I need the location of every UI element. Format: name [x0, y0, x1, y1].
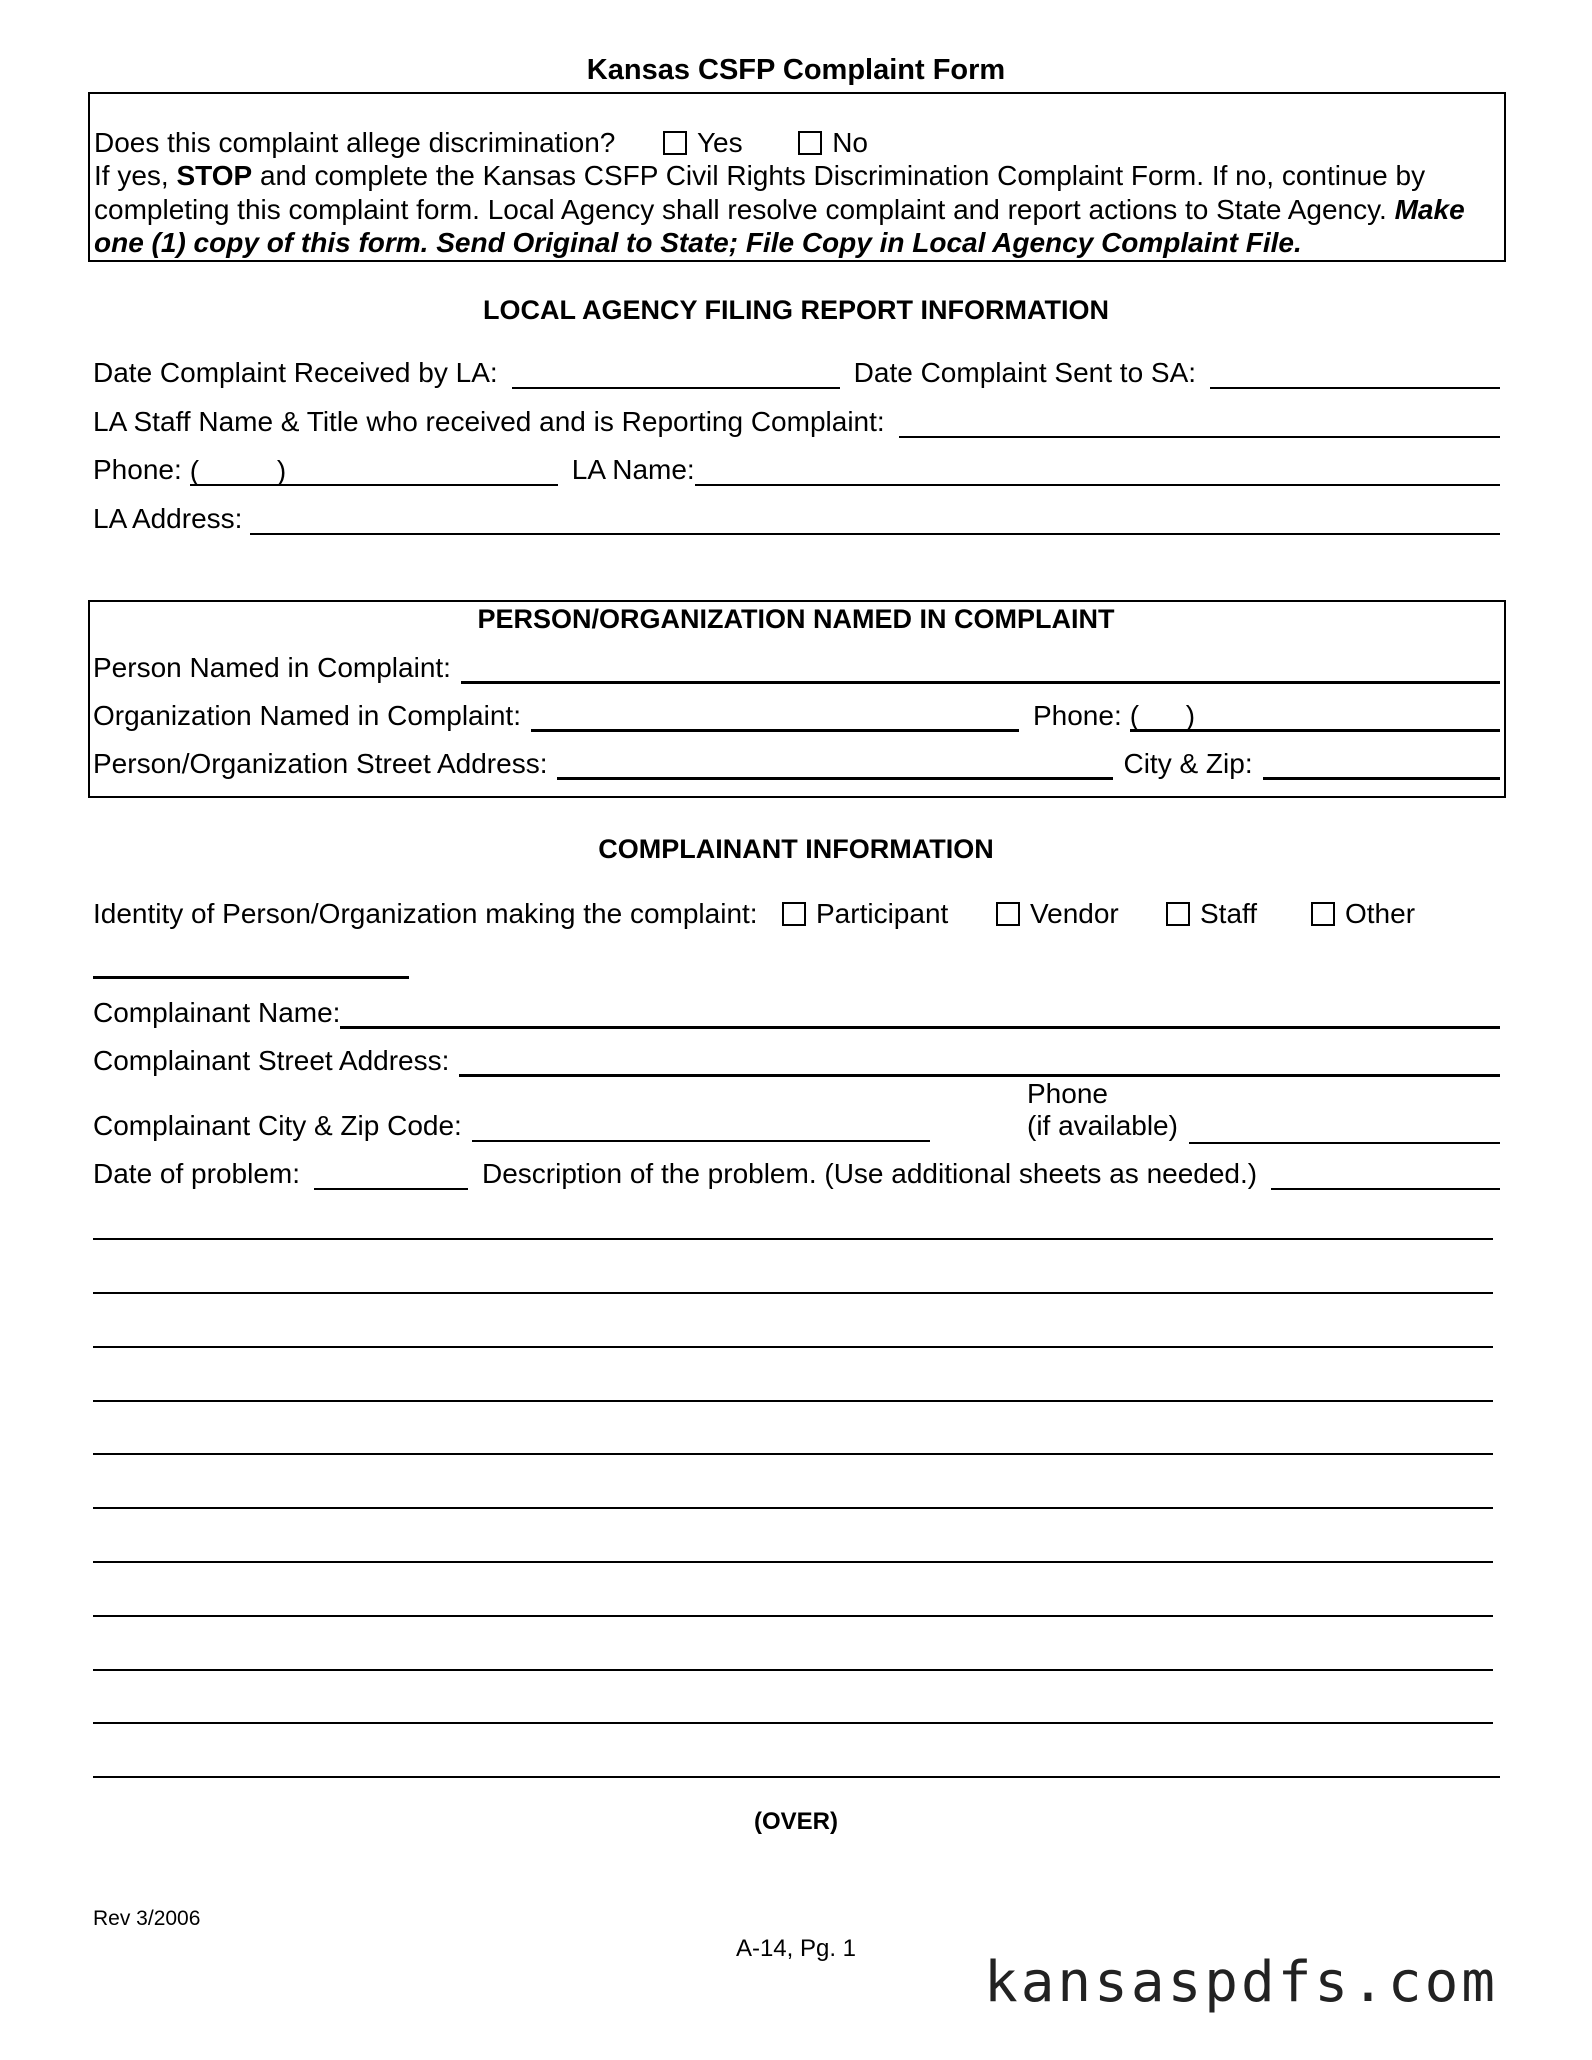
complainant-phone-field[interactable] [1189, 1116, 1500, 1144]
form-title: Kansas CSFP Complaint Form [586, 54, 1006, 86]
staff-option-label: Staff [1200, 898, 1258, 929]
description-line[interactable] [93, 1561, 1493, 1563]
org-named-label: Organization Named in Complaint: [93, 700, 521, 731]
la-phone-paren: ( ) [189, 455, 287, 486]
complainant-city-label: Complainant City & Zip Code: [93, 1110, 462, 1141]
description-line[interactable] [93, 1615, 1493, 1617]
date-row [93, 357, 1500, 389]
no-checkbox[interactable] [798, 131, 822, 155]
notice-line2-prefix: If yes, [94, 160, 177, 191]
org-street-label: Person/Organization Street Address: [93, 748, 548, 779]
participant-checkbox[interactable] [782, 902, 806, 926]
other-checkbox[interactable] [1311, 902, 1335, 926]
notice-line3-bold: Make [1394, 194, 1465, 225]
option-vendor [996, 898, 1119, 930]
vendor-checkbox[interactable] [996, 902, 1020, 926]
org-street-field[interactable] [557, 751, 1113, 780]
description-line[interactable] [93, 1776, 1500, 1778]
date-problem-label: Date of problem: [93, 1158, 300, 1189]
complainant-city-field[interactable] [472, 1114, 930, 1142]
la-name-field[interactable] [695, 458, 1500, 486]
description-line[interactable] [93, 1400, 1493, 1402]
staff-checkbox[interactable] [1166, 902, 1190, 926]
org-named-row [93, 700, 1500, 732]
notice-line4-bold: one (1) copy of this form. Send Original to State; File Copy in Local Agency Complaint File. [94, 227, 1302, 258]
complainant-street-label: Complainant Street Address: [93, 1045, 450, 1076]
la-phone-label: Phone: [93, 454, 182, 485]
description-line[interactable] [93, 1292, 1493, 1294]
complainant-phone-label-1: Phone [1027, 1078, 1108, 1109]
la-phone-field[interactable] [189, 455, 558, 486]
vendor-label: Vendor [1030, 898, 1119, 929]
org-address-row [93, 748, 1500, 780]
option-staff [1166, 898, 1257, 930]
notice-line-4 [94, 227, 1302, 259]
complainant-name-label: Complainant Name: [93, 997, 341, 1028]
description-label: Description of the problem. (Use additional sheets as needed.) [482, 1158, 1258, 1189]
over-label: (OVER) [754, 1808, 838, 1835]
person-named-label: Person Named in Complaint: [93, 652, 451, 683]
notice-stop: STOP [176, 160, 253, 191]
staff-label: LA Staff Name & Title who received and is Reporting Complaint: [93, 406, 885, 437]
description-line[interactable] [93, 1507, 1493, 1509]
complainant-street-field[interactable] [459, 1048, 1500, 1077]
discrimination-question: Does this complaint allege discrimination? [94, 127, 616, 158]
description-first-line[interactable] [1271, 1162, 1500, 1190]
org-phone-label: Phone: [1032, 700, 1122, 731]
notice-line3-text: completing this complaint form. Local Agency shall resolve complaint and report actions to State Agency. [94, 194, 1395, 225]
other-specify-field[interactable] [93, 950, 409, 979]
complainant-phone-label-2: (if available) [1027, 1110, 1178, 1141]
yes-checkbox[interactable] [663, 131, 687, 155]
description-line[interactable] [93, 1453, 1493, 1455]
complainant-name-field[interactable] [340, 1000, 1500, 1029]
description-line[interactable] [93, 1669, 1493, 1671]
org-phone-paren: ( ) [1129, 700, 1196, 731]
participant-label: Participant [816, 898, 949, 929]
la-name-label: LA Name: [571, 454, 695, 485]
description-line[interactable] [93, 1722, 1493, 1724]
yes-label: Yes [696, 127, 743, 158]
org-city-field[interactable] [1263, 751, 1500, 780]
date-received-label: Date Complaint Received by LA: [93, 357, 498, 388]
date-problem-field[interactable] [314, 1162, 468, 1190]
date-received-field[interactable] [512, 361, 840, 389]
complainant-heading: COMPLAINANT INFORMATION [598, 834, 994, 864]
local-agency-heading: LOCAL AGENCY FILING REPORT INFORMATION [483, 295, 1109, 325]
page-number: A-14, Pg. 1 [735, 1935, 857, 1962]
complainant-name-row [93, 997, 1500, 1029]
date-sent-field[interactable] [1210, 361, 1500, 389]
discrimination-question-row [94, 127, 868, 159]
org-city-label: City & Zip: [1123, 748, 1253, 779]
org-phone-field[interactable] [1129, 700, 1500, 732]
notice-line-3 [94, 194, 1465, 226]
named-heading: PERSON/ORGANIZATION NAMED IN COMPLAINT [477, 604, 1115, 634]
watermark: kansaspdfs.com [984, 1950, 1499, 2015]
phone-la-row [93, 454, 1500, 486]
person-named-row [93, 652, 1500, 684]
la-address-row [93, 503, 1500, 535]
complainant-street-row [93, 1045, 1500, 1077]
description-line[interactable] [93, 1346, 1493, 1348]
org-named-field[interactable] [531, 703, 1019, 732]
description-line[interactable] [93, 1238, 1493, 1240]
identity-label: Identity of Person/Organization making the complaint: [93, 898, 758, 929]
person-named-field[interactable] [461, 655, 1500, 684]
other-label: Other [1345, 898, 1416, 929]
staff-row [93, 406, 1500, 438]
option-participant [782, 898, 948, 930]
complainant-phone-label [1027, 1078, 1178, 1142]
notice-line-2 [94, 160, 1425, 192]
staff-field[interactable] [899, 410, 1500, 438]
identity-row [93, 898, 758, 930]
la-address-field[interactable] [250, 507, 1500, 535]
no-label: No [832, 127, 868, 158]
option-other [1311, 898, 1415, 930]
date-sent-label: Date Complaint Sent to SA: [853, 357, 1197, 388]
la-address-label: LA Address: [93, 503, 243, 534]
date-problem-row [93, 1158, 1500, 1190]
notice-line2-rest: and complete the Kansas CSFP Civil Rights Discrimination Complaint Form. If no, continue by [252, 160, 1426, 191]
revision-label: Rev 3/2006 [93, 1907, 201, 1930]
